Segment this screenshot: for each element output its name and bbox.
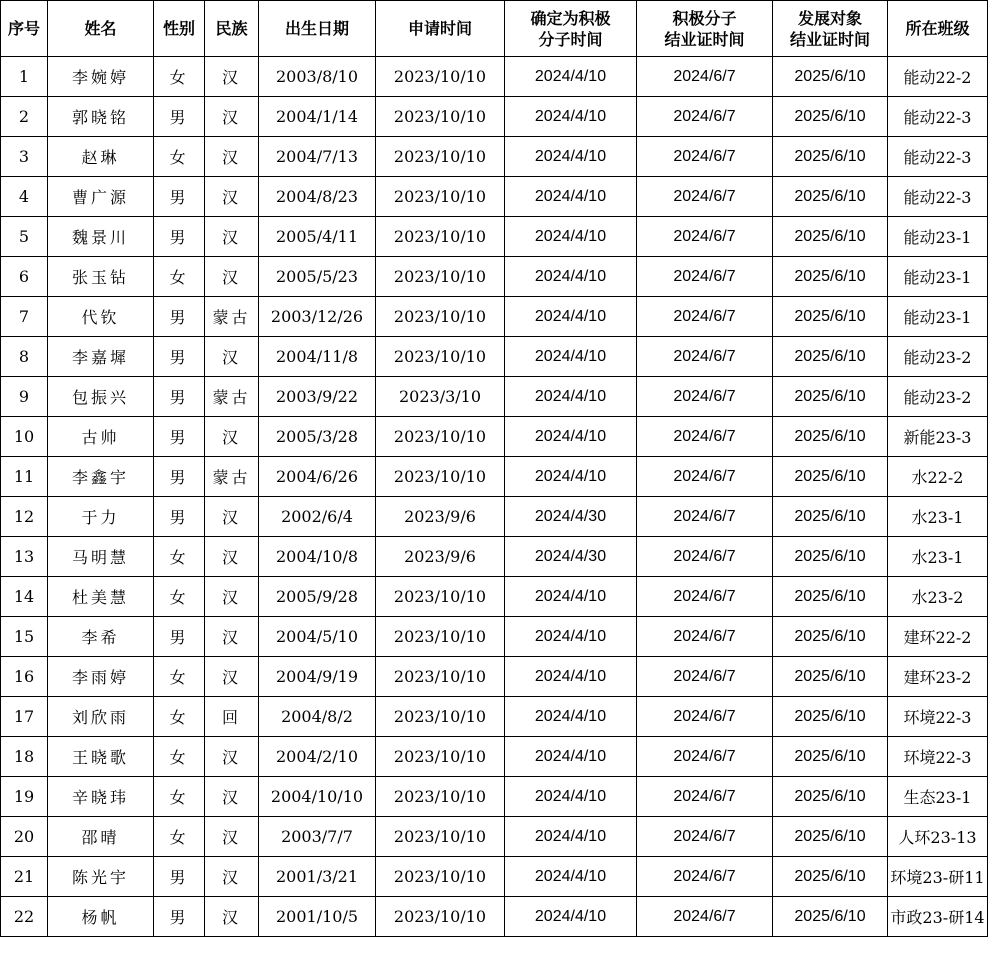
cell-birth-date: 2004/10/8 [259, 537, 376, 577]
header-activist-date [505, 1, 637, 57]
cell-gender: 女 [154, 257, 205, 297]
cell-gender: 男 [154, 857, 205, 897]
cell-ethnicity: 汉 [205, 337, 259, 377]
cell-apply-date: 2023/10/10 [376, 857, 505, 897]
cell-activist-cert-date: 2024/6/7 [637, 177, 773, 217]
cell-birth-date: 2004/7/13 [259, 137, 376, 177]
cell-ethnicity: 回 [205, 697, 259, 737]
cell-gender: 女 [154, 657, 205, 697]
cell-name: 郭晓铭 [48, 97, 154, 137]
cell-dev-cert-date: 2025/6/10 [773, 817, 888, 857]
cell-apply-date: 2023/10/10 [376, 417, 505, 457]
cell-class: 新能23-3 [888, 417, 988, 457]
cell-seq: 20 [1, 817, 48, 857]
table-row [1, 137, 988, 177]
header-apply: 申请时间 [376, 1, 505, 57]
cell-apply-date: 2023/10/10 [376, 97, 505, 137]
cell-apply-date: 2023/10/10 [376, 297, 505, 337]
cell-dev-cert-date: 2025/6/10 [773, 657, 888, 697]
cell-ethnicity: 汉 [205, 57, 259, 97]
table-row [1, 177, 988, 217]
cell-activist-date: 2024/4/10 [505, 577, 637, 617]
cell-apply-date: 2023/10/10 [376, 217, 505, 257]
cell-ethnicity: 汉 [205, 857, 259, 897]
cell-activist-cert-date: 2024/6/7 [637, 457, 773, 497]
cell-ethnicity: 汉 [205, 97, 259, 137]
cell-name: 马明慧 [48, 537, 154, 577]
cell-apply-date: 2023/10/10 [376, 57, 505, 97]
cell-gender: 女 [154, 57, 205, 97]
cell-class: 能动22-2 [888, 57, 988, 97]
cell-activist-date: 2024/4/10 [505, 857, 637, 897]
cell-activist-date: 2024/4/10 [505, 657, 637, 697]
cell-dev-cert-date: 2025/6/10 [773, 417, 888, 457]
cell-class: 建环23-2 [888, 657, 988, 697]
cell-apply-date: 2023/10/10 [376, 137, 505, 177]
cell-name: 赵琳 [48, 137, 154, 177]
cell-seq: 12 [1, 497, 48, 537]
cell-activist-date: 2024/4/10 [505, 897, 637, 937]
header-dev-cert-line1: 发展对象 [797, 8, 862, 28]
table-row [1, 777, 988, 817]
cell-gender: 男 [154, 217, 205, 257]
cell-class: 生态23-1 [888, 777, 988, 817]
header-row [1, 1, 988, 57]
header-activist-cert-line1: 积极分子 [672, 8, 737, 28]
cell-dev-cert-date: 2025/6/10 [773, 177, 888, 217]
cell-ethnicity: 蒙古 [205, 297, 259, 337]
cell-birth-date: 2003/9/22 [259, 377, 376, 417]
cell-activist-cert-date: 2024/6/7 [637, 217, 773, 257]
cell-ethnicity: 汉 [205, 897, 259, 937]
cell-seq: 11 [1, 457, 48, 497]
cell-activist-date: 2024/4/10 [505, 177, 637, 217]
cell-gender: 男 [154, 177, 205, 217]
cell-gender: 女 [154, 737, 205, 777]
cell-birth-date: 2005/4/11 [259, 217, 376, 257]
cell-activist-cert-date: 2024/6/7 [637, 57, 773, 97]
cell-seq: 1 [1, 57, 48, 97]
cell-ethnicity: 汉 [205, 217, 259, 257]
header-dev-cert [773, 1, 888, 57]
cell-seq: 3 [1, 137, 48, 177]
cell-gender: 男 [154, 377, 205, 417]
cell-ethnicity: 汉 [205, 417, 259, 457]
cell-class: 能动23-2 [888, 377, 988, 417]
cell-seq: 9 [1, 377, 48, 417]
cell-class: 水22-2 [888, 457, 988, 497]
table-row [1, 817, 988, 857]
cell-ethnicity: 汉 [205, 737, 259, 777]
table-body [1, 57, 988, 937]
cell-birth-date: 2002/6/4 [259, 497, 376, 537]
table-row [1, 577, 988, 617]
cell-seq: 10 [1, 417, 48, 457]
cell-activist-cert-date: 2024/6/7 [637, 657, 773, 697]
cell-activist-cert-date: 2024/6/7 [637, 137, 773, 177]
cell-name: 辛晓玮 [48, 777, 154, 817]
table-row [1, 657, 988, 697]
cell-gender: 女 [154, 817, 205, 857]
cell-ethnicity: 汉 [205, 257, 259, 297]
cell-dev-cert-date: 2025/6/10 [773, 857, 888, 897]
cell-gender: 男 [154, 417, 205, 457]
cell-dev-cert-date: 2025/6/10 [773, 337, 888, 377]
cell-gender: 男 [154, 337, 205, 377]
cell-activist-date: 2024/4/10 [505, 257, 637, 297]
cell-class: 市政23-研14 [888, 897, 988, 937]
cell-birth-date: 2004/2/10 [259, 737, 376, 777]
cell-activist-cert-date: 2024/6/7 [637, 497, 773, 537]
cell-activist-cert-date: 2024/6/7 [637, 97, 773, 137]
cell-seq: 21 [1, 857, 48, 897]
header-ethnicity: 民族 [205, 1, 259, 57]
header-activist-line1: 确定为积极 [530, 8, 611, 28]
cell-activist-cert-date: 2024/6/7 [637, 377, 773, 417]
cell-class: 水23-1 [888, 497, 988, 537]
table-row [1, 297, 988, 337]
cell-class: 能动23-1 [888, 217, 988, 257]
cell-class: 能动22-3 [888, 97, 988, 137]
cell-birth-date: 2004/5/10 [259, 617, 376, 657]
cell-dev-cert-date: 2025/6/10 [773, 697, 888, 737]
cell-gender: 男 [154, 97, 205, 137]
cell-apply-date: 2023/9/6 [376, 537, 505, 577]
cell-activist-date: 2024/4/10 [505, 97, 637, 137]
cell-gender: 女 [154, 577, 205, 617]
cell-activist-cert-date: 2024/6/7 [637, 857, 773, 897]
cell-apply-date: 2023/10/10 [376, 577, 505, 617]
cell-birth-date: 2004/9/19 [259, 657, 376, 697]
cell-dev-cert-date: 2025/6/10 [773, 897, 888, 937]
cell-activist-cert-date: 2024/6/7 [637, 737, 773, 777]
cell-gender: 女 [154, 137, 205, 177]
cell-dev-cert-date: 2025/6/10 [773, 577, 888, 617]
cell-activist-date: 2024/4/10 [505, 737, 637, 777]
cell-birth-date: 2005/9/28 [259, 577, 376, 617]
table-row [1, 417, 988, 457]
cell-gender: 女 [154, 697, 205, 737]
cell-apply-date: 2023/10/10 [376, 617, 505, 657]
cell-activist-cert-date: 2024/6/7 [637, 537, 773, 577]
cell-birth-date: 2004/8/23 [259, 177, 376, 217]
cell-dev-cert-date: 2025/6/10 [773, 297, 888, 337]
cell-activist-cert-date: 2024/6/7 [637, 337, 773, 377]
cell-birth-date: 2004/1/14 [259, 97, 376, 137]
cell-seq: 15 [1, 617, 48, 657]
cell-dev-cert-date: 2025/6/10 [773, 737, 888, 777]
cell-activist-cert-date: 2024/6/7 [637, 817, 773, 857]
cell-class: 建环22-2 [888, 617, 988, 657]
cell-class: 能动22-3 [888, 137, 988, 177]
table-row [1, 337, 988, 377]
cell-seq: 22 [1, 897, 48, 937]
cell-birth-date: 2004/10/10 [259, 777, 376, 817]
cell-class: 能动22-3 [888, 177, 988, 217]
cell-ethnicity: 汉 [205, 817, 259, 857]
header-dev-cert-line2: 结业证时间 [789, 29, 870, 49]
table-row [1, 737, 988, 777]
cell-ethnicity: 汉 [205, 497, 259, 537]
cell-apply-date: 2023/10/10 [376, 177, 505, 217]
cell-gender: 男 [154, 897, 205, 937]
cell-apply-date: 2023/10/10 [376, 777, 505, 817]
cell-name: 代钦 [48, 297, 154, 337]
header-seq: 序号 [1, 1, 48, 57]
cell-apply-date: 2023/10/10 [376, 457, 505, 497]
cell-activist-cert-date: 2024/6/7 [637, 257, 773, 297]
cell-activist-date: 2024/4/10 [505, 417, 637, 457]
cell-name: 刘欣雨 [48, 697, 154, 737]
cell-apply-date: 2023/3/10 [376, 377, 505, 417]
cell-activist-date: 2024/4/10 [505, 777, 637, 817]
table-row [1, 457, 988, 497]
cell-birth-date: 2001/3/21 [259, 857, 376, 897]
cell-name: 杨帆 [48, 897, 154, 937]
table-row [1, 617, 988, 657]
header-class: 所在班级 [888, 1, 988, 57]
cell-activist-date: 2024/4/30 [505, 537, 637, 577]
header-activist-cert [637, 1, 773, 57]
cell-apply-date: 2023/10/10 [376, 657, 505, 697]
cell-seq: 19 [1, 777, 48, 817]
table-row [1, 57, 988, 97]
table-row [1, 497, 988, 537]
cell-dev-cert-date: 2025/6/10 [773, 537, 888, 577]
cell-activist-cert-date: 2024/6/7 [637, 577, 773, 617]
cell-class: 水23-2 [888, 577, 988, 617]
header-name: 姓名 [48, 1, 154, 57]
cell-activist-date: 2024/4/10 [505, 377, 637, 417]
cell-activist-date: 2024/4/10 [505, 617, 637, 657]
table-row [1, 537, 988, 577]
cell-dev-cert-date: 2025/6/10 [773, 617, 888, 657]
cell-ethnicity: 汉 [205, 177, 259, 217]
cell-seq: 17 [1, 697, 48, 737]
cell-name: 杜美慧 [48, 577, 154, 617]
cell-birth-date: 2004/11/8 [259, 337, 376, 377]
cell-dev-cert-date: 2025/6/10 [773, 497, 888, 537]
cell-ethnicity: 蒙古 [205, 457, 259, 497]
cell-apply-date: 2023/10/10 [376, 697, 505, 737]
header-gender: 性别 [154, 1, 205, 57]
header-activist-cert-line2: 结业证时间 [664, 29, 745, 49]
cell-name: 魏景川 [48, 217, 154, 257]
cell-gender: 男 [154, 297, 205, 337]
cell-seq: 6 [1, 257, 48, 297]
cell-name: 于力 [48, 497, 154, 537]
cell-name: 邵晴 [48, 817, 154, 857]
cell-dev-cert-date: 2025/6/10 [773, 777, 888, 817]
cell-birth-date: 2004/8/2 [259, 697, 376, 737]
cell-name: 李希 [48, 617, 154, 657]
cell-seq: 4 [1, 177, 48, 217]
table-row [1, 97, 988, 137]
cell-dev-cert-date: 2025/6/10 [773, 257, 888, 297]
cell-seq: 16 [1, 657, 48, 697]
cell-activist-date: 2024/4/30 [505, 497, 637, 537]
cell-name: 陈光宇 [48, 857, 154, 897]
table-row [1, 217, 988, 257]
cell-activist-date: 2024/4/10 [505, 337, 637, 377]
cell-activist-cert-date: 2024/6/7 [637, 697, 773, 737]
table-row [1, 377, 988, 417]
cell-birth-date: 2004/6/26 [259, 457, 376, 497]
cell-birth-date: 2003/12/26 [259, 297, 376, 337]
cell-gender: 男 [154, 617, 205, 657]
cell-apply-date: 2023/10/10 [376, 817, 505, 857]
cell-apply-date: 2023/10/10 [376, 737, 505, 777]
cell-name: 李婉婷 [48, 57, 154, 97]
cell-seq: 13 [1, 537, 48, 577]
cell-class: 能动23-1 [888, 297, 988, 337]
cell-ethnicity: 汉 [205, 617, 259, 657]
cell-seq: 7 [1, 297, 48, 337]
cell-seq: 14 [1, 577, 48, 617]
cell-apply-date: 2023/9/6 [376, 497, 505, 537]
cell-name: 李雨婷 [48, 657, 154, 697]
cell-birth-date: 2005/5/23 [259, 257, 376, 297]
table-row [1, 697, 988, 737]
cell-birth-date: 2003/8/10 [259, 57, 376, 97]
cell-birth-date: 2005/3/28 [259, 417, 376, 457]
cell-seq: 18 [1, 737, 48, 777]
cell-dev-cert-date: 2025/6/10 [773, 97, 888, 137]
cell-name: 张玉钻 [48, 257, 154, 297]
cell-activist-date: 2024/4/10 [505, 697, 637, 737]
cell-gender: 男 [154, 457, 205, 497]
header-activist-line2: 分子时间 [538, 29, 603, 49]
cell-ethnicity: 蒙古 [205, 377, 259, 417]
cell-class: 水23-1 [888, 537, 988, 577]
cell-birth-date: 2001/10/5 [259, 897, 376, 937]
cell-seq: 8 [1, 337, 48, 377]
cell-apply-date: 2023/10/10 [376, 897, 505, 937]
table-row [1, 857, 988, 897]
cell-class: 能动23-2 [888, 337, 988, 377]
cell-activist-date: 2024/4/10 [505, 137, 637, 177]
cell-dev-cert-date: 2025/6/10 [773, 457, 888, 497]
cell-name: 古帅 [48, 417, 154, 457]
cell-ethnicity: 汉 [205, 577, 259, 617]
cell-ethnicity: 汉 [205, 137, 259, 177]
header-birth: 出生日期 [259, 1, 376, 57]
cell-activist-date: 2024/4/10 [505, 817, 637, 857]
cell-gender: 女 [154, 777, 205, 817]
cell-activist-cert-date: 2024/6/7 [637, 297, 773, 337]
table-row [1, 897, 988, 937]
table-row [1, 257, 988, 297]
cell-dev-cert-date: 2025/6/10 [773, 137, 888, 177]
cell-class: 能动23-1 [888, 257, 988, 297]
cell-activist-cert-date: 2024/6/7 [637, 777, 773, 817]
cell-apply-date: 2023/10/10 [376, 257, 505, 297]
cell-name: 李鑫宇 [48, 457, 154, 497]
cell-class: 环境23-研11 [888, 857, 988, 897]
cell-ethnicity: 汉 [205, 537, 259, 577]
cell-name: 包振兴 [48, 377, 154, 417]
cell-gender: 男 [154, 497, 205, 537]
cell-name: 王晓歌 [48, 737, 154, 777]
cell-activist-date: 2024/4/10 [505, 57, 637, 97]
cell-activist-date: 2024/4/10 [505, 217, 637, 257]
cell-class: 环境22-3 [888, 737, 988, 777]
cell-name: 曹广源 [48, 177, 154, 217]
cell-name: 李嘉墀 [48, 337, 154, 377]
cell-activist-date: 2024/4/10 [505, 457, 637, 497]
cell-activist-cert-date: 2024/6/7 [637, 617, 773, 657]
cell-dev-cert-date: 2025/6/10 [773, 217, 888, 257]
cell-ethnicity: 汉 [205, 777, 259, 817]
cell-ethnicity: 汉 [205, 657, 259, 697]
cell-dev-cert-date: 2025/6/10 [773, 377, 888, 417]
cell-birth-date: 2003/7/7 [259, 817, 376, 857]
cell-class: 人环23-13 [888, 817, 988, 857]
cell-activist-cert-date: 2024/6/7 [637, 417, 773, 457]
cell-class: 环境22-3 [888, 697, 988, 737]
cell-seq: 2 [1, 97, 48, 137]
cell-activist-cert-date: 2024/6/7 [637, 897, 773, 937]
cell-dev-cert-date: 2025/6/10 [773, 57, 888, 97]
cell-activist-date: 2024/4/10 [505, 297, 637, 337]
cell-gender: 女 [154, 537, 205, 577]
cell-apply-date: 2023/10/10 [376, 337, 505, 377]
cell-seq: 5 [1, 217, 48, 257]
